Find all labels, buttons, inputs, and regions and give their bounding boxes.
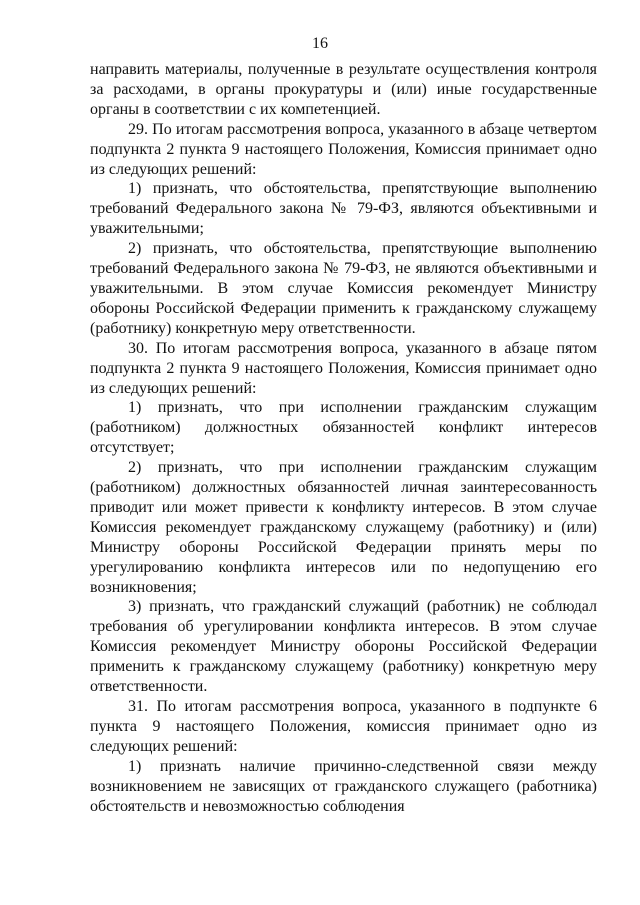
paragraph-item-29: 29. По итогам рассмотрения вопроса, указанного в абзаце четвертом подпункта 2 пункта 9 настоящего Положения, Комиссия принимает одно из следующих решений:: [90, 120, 597, 178]
paragraph-item-31-1: 1) признать наличие причинно-следственной связи между возникновением не зависящих от гражданского служащего (работника) обстоятельств и невозможностью соблюдения: [90, 757, 597, 815]
paragraph-item-30-2: 2) признать, что при исполнении гражданским служащим (работником) должностных обязанностей личная заинтересованность приводит или может привести к конфликту интересов. В этом случае Комиссия рекомендует гражданскому служащему (работнику) и (или) Министру обороны Российской Федерации принять меры по урегулированию конфликта интересов или по недопущению его возникновения;: [90, 459, 597, 596]
paragraph-continuation: направить материалы, полученные в результате осуществления контроля за расходами, в органы прокуратуры и (или) иные государственные органы в соответствии с их компетенцией.: [90, 61, 597, 118]
page-number: 16: [312, 35, 328, 52]
paragraph-item-30-3: 3) признать, что гражданский служащий (работник) не соблюдал требования об урегулировании конфликта интересов. В этом случае Комиссия рекомендует Министру обороны Российской Федерации применить к гражданскому служащему (работнику) конкретную меру ответственности.: [90, 598, 597, 696]
document-body: [90, 60, 597, 816]
paragraph-item-31: 31. По итогам рассмотрения вопроса, указанного в подпункте 6 пункта 9 настоящего Положения, комиссия принимает одно из следующих решений:: [90, 698, 597, 755]
paragraph-item-30-1: 1) признать, что при исполнении гражданским служащим (работником) должностных обязанностей конфликт интересов отсутствует;: [90, 399, 597, 457]
paragraph-item-29-1: 1) признать, что обстоятельства, препятствующие выполнению требований Федерального закона № 79-ФЗ, являются объективными и уважительными;: [90, 180, 597, 238]
paragraph-item-30: 30. По итогам рассмотрения вопроса, указанного в абзаце пятом подпункта 2 пункта 9 настоящего Положения, Комиссия принимает одно из следующих решений:: [90, 339, 597, 397]
paragraph-item-29-2: 2) признать, что обстоятельства, препятствующие выполнению требований Федерального закона № 79-ФЗ, не являются объективными и уважительными. В этом случае Комиссия рекомендует Министру обороны Российской Федерации применить к гражданскому служащему (работнику) конкретную меру ответственности.: [90, 240, 597, 337]
